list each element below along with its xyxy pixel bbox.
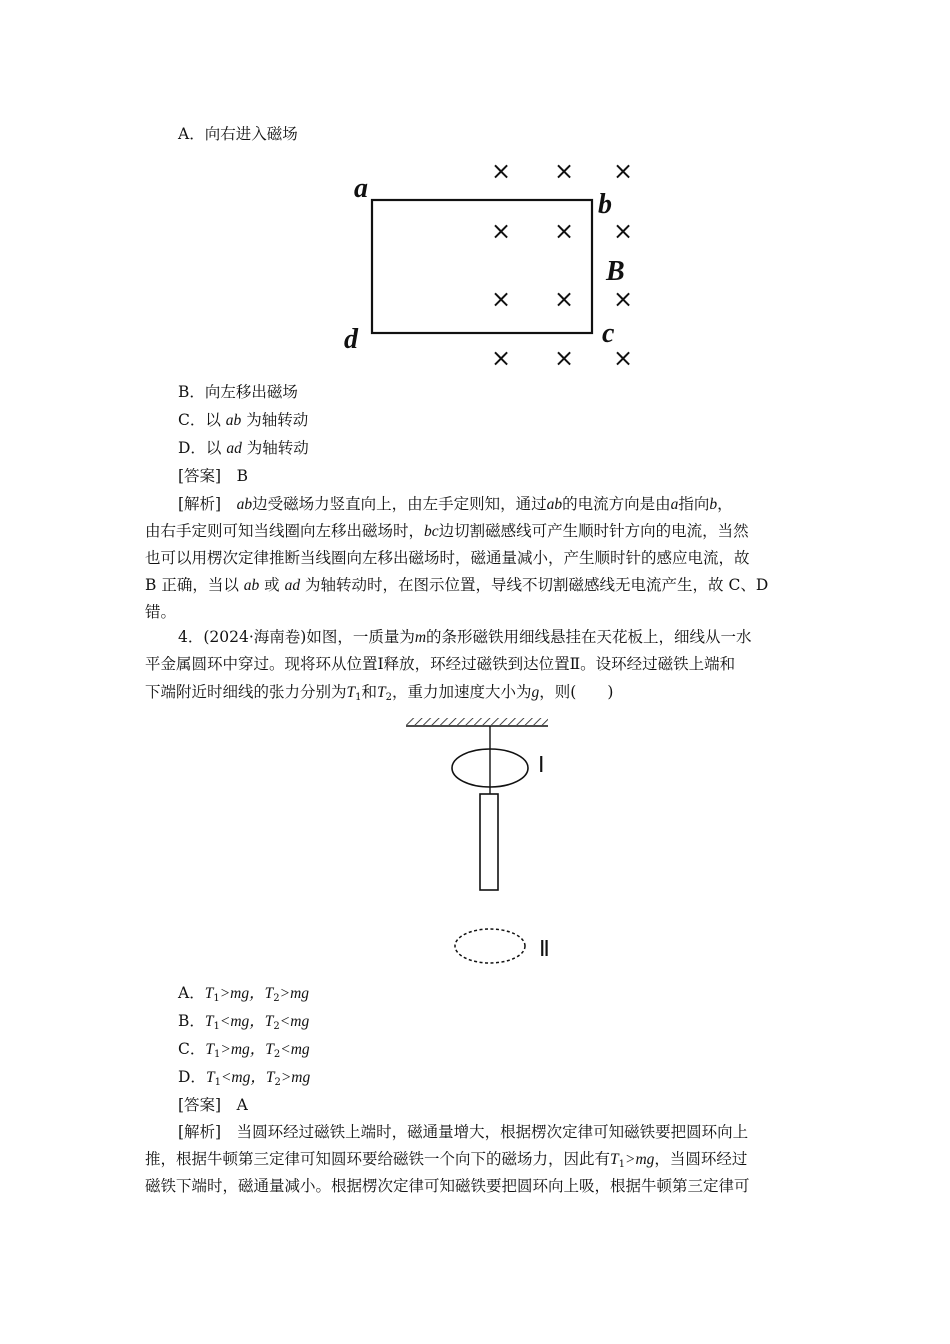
cross-mark: × [553, 157, 575, 185]
analysis-line-4: B 正确，当以 ab 或 ad 为轴转动时，在图示位置，导线不切割磁感线无电流产生，故 C、D [145, 576, 769, 594]
ceiling-hatch [406, 718, 548, 725]
q4-option-d: D．$T_1<mg$，$T_2>mg$ [178, 1068, 311, 1088]
label-b: b [598, 189, 612, 220]
cross-mark: × [612, 217, 634, 245]
magnet-ring-figure [400, 714, 570, 972]
ring-position-2 [455, 929, 525, 963]
cross-mark: × [490, 285, 512, 313]
option-b: B．向左移出磁场 [178, 383, 298, 401]
q4-option-a: A．$T_1>mg$，$T_2>mg$ [178, 984, 310, 1004]
bar-magnet [480, 794, 498, 890]
cross-mark: × [612, 344, 634, 372]
label-field-B: B [606, 256, 625, 287]
label-position-1: Ⅰ [538, 752, 545, 777]
cross-mark: × [553, 285, 575, 313]
analysis-line-1: [解析] ab边受磁场力竖直向上，由左手定则知，通过ab的电流方向是由a指向b， [178, 495, 733, 513]
label-c: c [602, 318, 615, 349]
label-a: a [354, 173, 368, 204]
cross-mark: × [490, 344, 512, 372]
q4-option-b: B．$T_1<mg$，$T_2<mg$ [178, 1012, 310, 1032]
option-c: C．以 ab 为轴转动 [178, 411, 309, 429]
answer-line: [答案] B [178, 467, 249, 485]
cross-mark: × [490, 217, 512, 245]
label-d: d [344, 324, 358, 355]
analysis-line-2: 由右手定则可知当线圈向左移出磁场时，bc边切割磁感线可产生顺时针方向的电流，当然 [145, 522, 749, 540]
q4-option-c: C．$T_1>mg$，$T_2<mg$ [178, 1040, 310, 1060]
q4-answer-line: [答案] A [178, 1096, 248, 1114]
q4-analysis-line-2: 推，根据牛顿第三定律可知圆环要给磁铁一个向下的磁场力，因此有$T_1>mg$，当圆环经过 [145, 1150, 748, 1170]
q4-analysis-line-1: [解析] 当圆环经过磁铁上端时，磁通量增大，根据楞次定律可知磁铁要把圆环向上 [178, 1123, 749, 1141]
label-position-2: Ⅱ [539, 936, 550, 961]
cross-mark: × [553, 344, 575, 372]
cross-mark: × [490, 157, 512, 185]
cross-mark: × [612, 285, 634, 313]
cross-mark: × [612, 157, 634, 185]
analysis-line-3: 也可以用楞次定律推断当线圈向左移出磁场时，磁通量减小，产生顺时针的感应电流，故 [145, 549, 750, 567]
q4-stem-line-1: 4．(2024·海南卷)如图，一质量为m的条形磁铁用细线悬挂在天花板上，细线从一水 [178, 628, 752, 646]
cross-mark: × [553, 217, 575, 245]
analysis-line-5: 错。 [145, 603, 177, 621]
option-a: A．向右进入磁场 [178, 125, 298, 143]
coil-magnetic-field-figure [340, 152, 640, 374]
q4-stem-line-2: 平金属圆环中穿过。现将环从位置Ⅰ释放，环经过磁铁到达位置Ⅱ。设环经过磁铁上端和 [145, 655, 736, 673]
option-d: D．以 ad 为轴转动 [178, 439, 309, 457]
q4-analysis-line-3: 磁铁下端时，磁通量减小。根据楞次定律可知磁铁要把圆环向上吸，根据牛顿第三定律可 [145, 1177, 750, 1195]
q4-stem-line-3: 下端附近时细线的张力分别为$T_1$和$T_2$，重力加速度大小为g，则( ) [145, 683, 614, 703]
